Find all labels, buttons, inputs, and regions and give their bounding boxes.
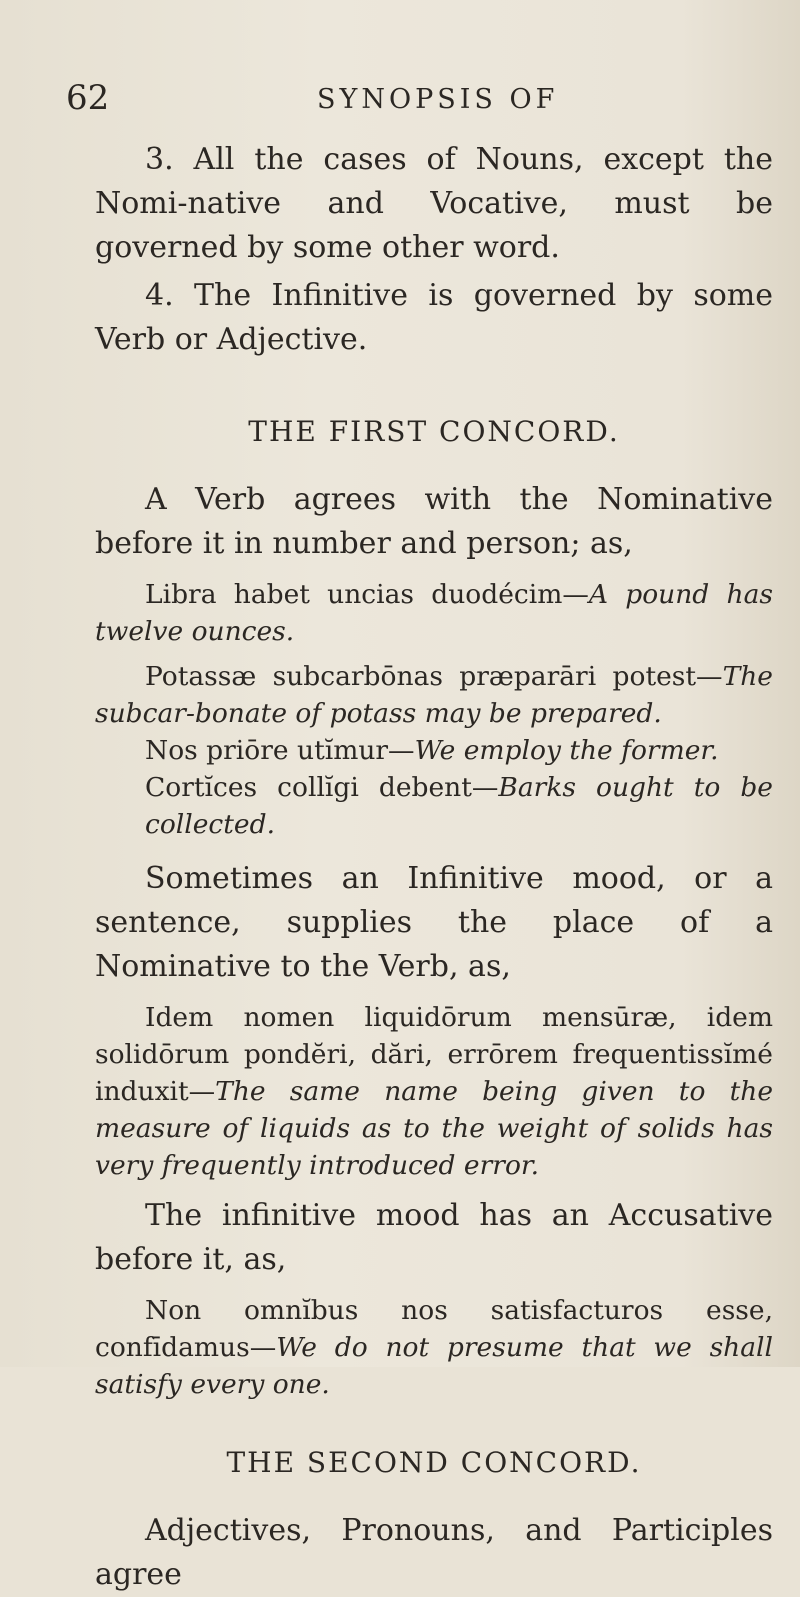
example-latin: Nos priōre utĭmur— <box>145 735 415 766</box>
example-cortices <box>95 769 773 843</box>
running-title: SYNOPSIS OF <box>317 84 559 115</box>
paragraph-infinitive-governed: 4. The Infinitive is governed by some Verb or Adjective. <box>95 278 773 357</box>
example-nos <box>95 732 773 769</box>
paragraph-infinitive-accusative: The infinitive mood has an Accusative before it, as, <box>95 1198 773 1277</box>
example-idem-nomen <box>95 999 773 1184</box>
paragraph-nouns-governed: 3. All the cases of Nouns, except the Nomi-native and Vocative, must be governed by some other word. <box>95 142 773 265</box>
example-translation: Barks ought to be collected. <box>145 772 773 840</box>
example-latin: Cortĭces collĭgi debent— <box>145 772 499 803</box>
paragraph-adjectives-agree: Adjectives, Pronouns, and Participles agree <box>95 1513 773 1592</box>
example-latin: Potassæ subcarbōnas præparāri potest— <box>145 661 723 692</box>
example-translation: A pound has twelve ounces. <box>95 579 773 647</box>
page-body <box>95 138 773 1597</box>
example-non-omnibus <box>95 1292 773 1403</box>
example-translation: The same name being given to the measure of liquids as to the weight of solids has very frequently introduced error. <box>95 1076 773 1181</box>
example-latin: Idem nomen liquidōrum mensūræ, idem solidōrum pondĕri, dări, errōrem frequentissĭmé induxit— <box>95 1002 773 1107</box>
paragraph-verb-agrees: A Verb agrees with the Nominative before it in number and person; as, <box>95 482 773 561</box>
example-latin: Non omnĭbus nos satisfacturos esse, confīdamus— <box>95 1295 773 1363</box>
heading-second-concord: THE SECOND CONCORD. <box>226 1446 642 1479</box>
example-potassae <box>95 658 773 732</box>
paragraph-infinitive-nominative: Sometimes an Infinitive mood, or a sentence, supplies the place of a Nominative to the Verb, as, <box>95 861 773 984</box>
example-latin: Libra habet uncias duodécim— <box>145 579 589 610</box>
page-number: 62 <box>66 78 110 118</box>
example-translation: We employ the former. <box>414 735 719 766</box>
example-translation: The subcar-bonate of potass may be prepared. <box>95 661 773 729</box>
heading-first-concord: THE FIRST CONCORD. <box>248 415 620 448</box>
page-header <box>0 78 800 128</box>
example-libra <box>95 576 773 650</box>
example-translation: We do not presume that we shall satisfy every one. <box>95 1332 773 1400</box>
